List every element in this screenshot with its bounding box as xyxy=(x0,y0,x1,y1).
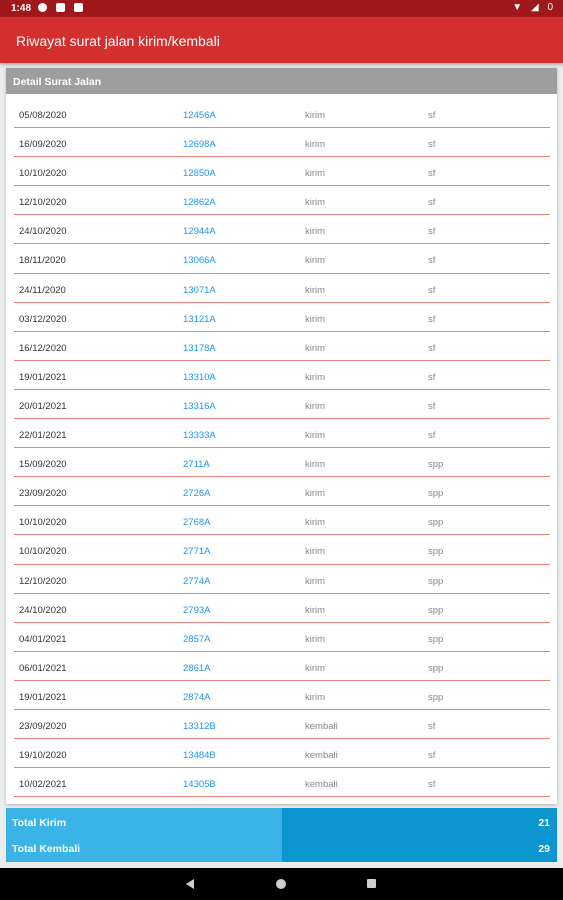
row-type: kirim xyxy=(305,604,326,616)
row-document-id[interactable]: 2857A xyxy=(183,633,211,645)
row-code: spp xyxy=(428,604,444,616)
row-code: sf xyxy=(428,720,436,732)
row-code: spp xyxy=(428,488,444,500)
row-type: kirim xyxy=(305,546,326,558)
list-item[interactable] xyxy=(6,535,557,564)
row-document-id[interactable]: 2774A xyxy=(183,575,211,587)
row-type: kirim xyxy=(305,459,326,471)
row-date: 16/12/2020 xyxy=(19,342,67,354)
page-title: Riwayat surat jalan kirim/kembali xyxy=(16,33,220,49)
row-type: kembali xyxy=(305,779,338,791)
row-date: 10/10/2020 xyxy=(19,168,67,180)
list-item[interactable] xyxy=(6,739,557,768)
row-code: spp xyxy=(428,546,444,558)
row-code: sf xyxy=(428,400,436,412)
shipment-list xyxy=(6,99,557,797)
row-code: sf xyxy=(428,110,436,121)
row-type: kembali xyxy=(305,720,338,732)
list-item[interactable] xyxy=(6,506,557,535)
row-document-id[interactable]: 13484B xyxy=(183,750,216,762)
row-document-id[interactable]: 13316A xyxy=(183,400,216,412)
notification-icons xyxy=(38,3,89,15)
row-code: sf xyxy=(428,430,436,442)
battery-level: 0 xyxy=(547,2,553,13)
wifi-icon: ▼ xyxy=(512,2,523,13)
list-item[interactable] xyxy=(6,274,557,303)
status-right xyxy=(506,2,553,13)
row-document-id[interactable]: 13333A xyxy=(183,430,216,442)
total-kembali-value: 29 xyxy=(538,843,550,855)
row-document-id[interactable]: 12862A xyxy=(183,197,216,209)
status-time: 1:48 xyxy=(11,3,32,14)
row-date: 10/10/2020 xyxy=(19,517,67,529)
totals-panel xyxy=(6,808,557,862)
row-code: sf xyxy=(428,226,436,238)
row-code: spp xyxy=(428,459,444,471)
row-type: kirim xyxy=(305,313,326,325)
list-item[interactable] xyxy=(6,768,557,797)
row-code: sf xyxy=(428,139,436,151)
row-document-id[interactable]: 12698A xyxy=(183,139,216,151)
row-document-id[interactable]: 13121A xyxy=(183,313,216,325)
row-date: 12/10/2020 xyxy=(19,197,67,209)
totals-labels xyxy=(6,808,282,862)
row-date: 24/11/2020 xyxy=(19,284,66,296)
list-item[interactable] xyxy=(6,623,557,652)
settings-notification-icon xyxy=(38,3,47,12)
list-item[interactable] xyxy=(6,390,557,419)
row-code: spp xyxy=(428,691,444,703)
row-document-id[interactable]: 2874A xyxy=(183,691,211,703)
row-date: 23/09/2020 xyxy=(19,720,67,732)
row-code: spp xyxy=(428,662,444,674)
list-item[interactable] xyxy=(6,186,557,215)
detail-card xyxy=(6,68,557,804)
row-type: kirim xyxy=(305,430,326,442)
list-item[interactable] xyxy=(6,244,557,273)
list-item[interactable] xyxy=(6,681,557,710)
status-bar xyxy=(0,0,563,17)
row-document-id[interactable]: 13066A xyxy=(183,255,216,267)
row-type: kirim xyxy=(305,197,326,209)
row-code: sf xyxy=(428,779,436,791)
row-type: kembali xyxy=(305,750,338,762)
app-notification-icon xyxy=(56,3,65,12)
row-date: 12/10/2020 xyxy=(19,575,67,587)
row-date: 05/08/2020 xyxy=(19,110,67,121)
list-item[interactable] xyxy=(6,215,557,244)
row-code: sf xyxy=(428,255,436,267)
home-icon[interactable] xyxy=(276,879,286,889)
list-item[interactable] xyxy=(6,419,557,448)
back-icon[interactable] xyxy=(186,879,194,889)
row-document-id[interactable]: 2768A xyxy=(183,517,211,529)
card-header: Detail Surat Jalan xyxy=(6,68,557,94)
row-code: sf xyxy=(428,750,436,762)
row-document-id[interactable]: 12850A xyxy=(183,168,216,180)
row-code: sf xyxy=(428,342,436,354)
row-document-id[interactable]: 2793A xyxy=(183,604,211,616)
signal-icon: ◢ xyxy=(530,2,539,13)
list-item[interactable] xyxy=(6,565,557,594)
recent-apps-icon[interactable] xyxy=(367,879,376,888)
row-document-id[interactable]: 14305B xyxy=(183,779,216,791)
row-type: kirim xyxy=(305,342,326,354)
row-code: spp xyxy=(428,517,444,529)
list-item[interactable] xyxy=(6,99,557,128)
row-code: spp xyxy=(428,575,444,587)
list-item[interactable] xyxy=(6,594,557,623)
list-item[interactable] xyxy=(6,448,557,477)
row-document-id[interactable]: 13310A xyxy=(183,371,216,383)
row-date: 15/09/2020 xyxy=(19,459,67,471)
row-type: kirim xyxy=(305,255,326,267)
row-date: 23/09/2020 xyxy=(19,488,67,500)
total-kirim-value: 21 xyxy=(538,817,550,829)
row-document-id[interactable]: 12944A xyxy=(183,226,216,238)
row-type: kirim xyxy=(305,284,326,296)
row-code: sf xyxy=(428,313,436,325)
row-date: 04/01/2021 xyxy=(19,633,67,645)
row-date: 19/10/2020 xyxy=(19,750,67,762)
row-type: kirim xyxy=(305,488,326,500)
navigation-bar xyxy=(0,868,563,900)
row-date: 03/12/2020 xyxy=(19,313,67,325)
row-code: sf xyxy=(428,168,436,180)
row-code: spp xyxy=(428,633,444,645)
row-date: 24/10/2020 xyxy=(19,226,67,238)
list-item[interactable] xyxy=(6,332,557,361)
row-date: 16/09/2020 xyxy=(19,139,67,151)
row-date: 24/10/2020 xyxy=(19,604,67,616)
row-type: kirim xyxy=(305,633,326,645)
row-type: kirim xyxy=(305,400,326,412)
row-date: 06/01/2021 xyxy=(19,662,67,674)
row-code: sf xyxy=(428,197,436,209)
totals-values xyxy=(282,808,557,862)
row-type: kirim xyxy=(305,168,326,180)
total-kembali-label: Total Kembali xyxy=(12,843,81,855)
row-document-id[interactable]: 13178A xyxy=(183,342,216,354)
list-item[interactable] xyxy=(6,652,557,681)
row-document-id[interactable]: 2711A xyxy=(183,459,210,471)
row-code: sf xyxy=(428,371,436,383)
row-date: 22/01/2021 xyxy=(19,430,67,442)
row-type: kirim xyxy=(305,662,326,674)
row-type: kirim xyxy=(305,110,326,121)
row-date: 19/01/2021 xyxy=(19,691,67,703)
list-item[interactable] xyxy=(6,710,557,739)
row-type: kirim xyxy=(305,371,326,383)
row-document-id[interactable]: 13071A xyxy=(183,284,216,296)
sd-card-icon xyxy=(74,3,83,12)
list-item[interactable] xyxy=(6,128,557,157)
row-type: kirim xyxy=(305,517,326,529)
row-document-id[interactable]: 13312B xyxy=(183,720,216,732)
row-date: 10/10/2020 xyxy=(19,546,67,558)
row-date: 19/01/2021 xyxy=(19,371,67,383)
list-item[interactable] xyxy=(6,477,557,506)
row-type: kirim xyxy=(305,226,326,238)
row-type: kirim xyxy=(305,575,326,587)
list-item[interactable] xyxy=(6,361,557,390)
list-item[interactable] xyxy=(6,303,557,332)
row-date: 10/02/2021 xyxy=(19,779,67,791)
row-document-id[interactable]: 2861A xyxy=(183,662,211,674)
app-bar xyxy=(0,17,563,63)
row-document-id[interactable]: 12456A xyxy=(183,110,216,121)
row-date: 18/11/2020 xyxy=(19,255,66,267)
row-type: kirim xyxy=(305,139,326,151)
row-date: 20/01/2021 xyxy=(19,400,67,412)
row-type: kirim xyxy=(305,691,326,703)
row-code: sf xyxy=(428,284,436,296)
total-kirim-label: Total Kirim xyxy=(12,817,67,829)
list-item[interactable] xyxy=(6,157,557,186)
row-document-id[interactable]: 2726A xyxy=(183,488,211,500)
row-document-id[interactable]: 2771A xyxy=(183,546,211,558)
